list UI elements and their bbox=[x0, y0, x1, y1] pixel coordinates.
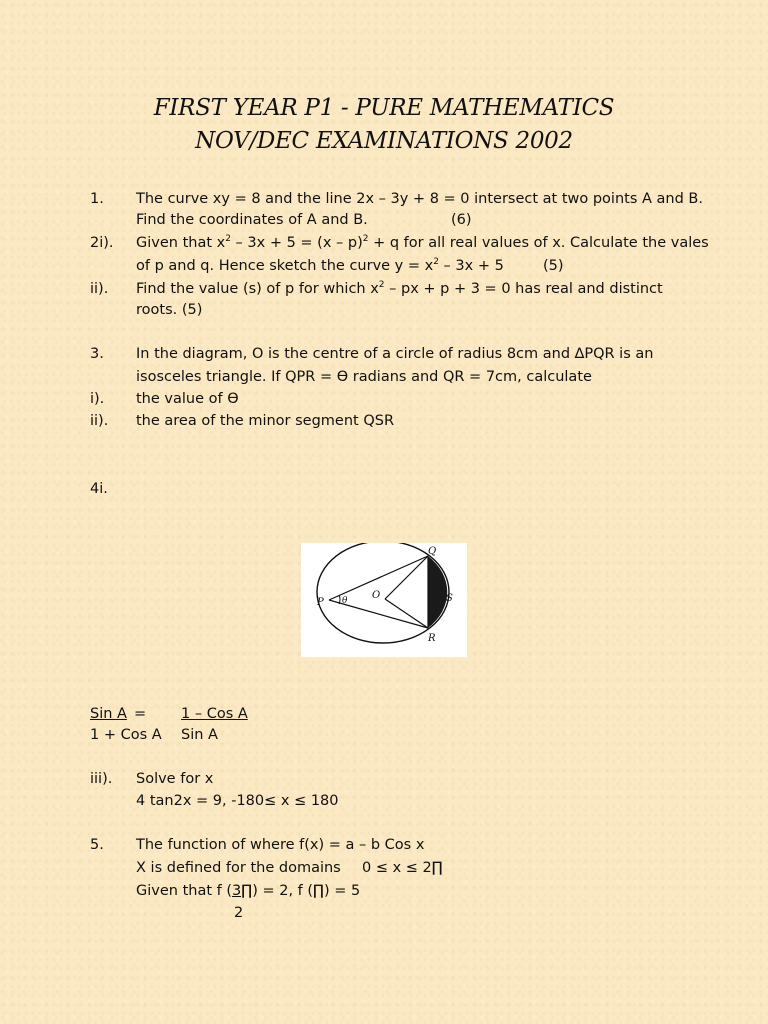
identity-equals: = bbox=[134, 706, 147, 722]
q3-number: 3. bbox=[90, 346, 104, 362]
q3-part-ii: the area of the minor segment QSR bbox=[136, 413, 395, 429]
identity-lhs-numerator: Sin A bbox=[90, 706, 127, 722]
label-Q: Q bbox=[428, 546, 437, 557]
q5-fraction-numerator: 3∏ bbox=[232, 883, 253, 899]
q2i-marks: (5) bbox=[543, 258, 564, 274]
q5-line2a: X is defined for the domains bbox=[136, 860, 341, 876]
q3-line2: isosceles triangle. If QPR = ϴ radians and QR = 7cm, calculate bbox=[136, 369, 592, 385]
q4-part-iii: Solve for x bbox=[136, 771, 214, 787]
q4-part-iii-equation: 4 tan2x = 9, -180≤ x ≤ 180 bbox=[136, 793, 339, 809]
minor-segment-shade bbox=[428, 556, 447, 628]
label-O: O bbox=[372, 590, 381, 601]
q2ii-line2: roots. (5) bbox=[136, 302, 203, 318]
label-theta: θ bbox=[342, 596, 348, 606]
identity-rhs-numerator: 1 – Cos A bbox=[181, 706, 248, 722]
label-R: R bbox=[428, 633, 436, 644]
q5-line1: The function of where f(x) = a – b Cos x bbox=[136, 837, 425, 853]
label-S: S bbox=[446, 593, 453, 604]
line-OR bbox=[385, 599, 428, 628]
identity-rhs-denominator: Sin A bbox=[181, 727, 218, 743]
q2i-line1: Given that $x^2 - 3x + 5 = (x - p)^2 + q$ for all real values of x. Calculate the vales bbox=[136, 234, 709, 251]
line-OQ bbox=[385, 556, 428, 599]
q5-fraction-denominator: 2 bbox=[234, 905, 244, 921]
circle-diagram bbox=[301, 543, 467, 657]
q1-line2: Find the coordinates of A and B. bbox=[136, 212, 368, 228]
q2i-line2: of p and q. Hence sketch the curve $y = x^2 - 3x + 5$ bbox=[136, 257, 504, 274]
label-P: P bbox=[317, 597, 324, 608]
q4-number: 4i. bbox=[90, 481, 108, 497]
angle-arc-p bbox=[339, 595, 340, 604]
q3-line1: In the diagram, O is the centre of a circle of radius 8cm and ∆PQR is an bbox=[136, 346, 654, 362]
q2ii-line1: Find the value (s) of p for which $x^2$ – px + p + 3 = 0 has real and distinct bbox=[136, 280, 663, 297]
q1-line1: The curve xy = 8 and the line 2x – 3y + 8 = 0 intersect at two points A and B. bbox=[136, 191, 703, 207]
q5-number: 5. bbox=[90, 837, 104, 853]
identity-lhs-denominator: 1 + Cos A bbox=[90, 727, 162, 743]
q2ii-number: ii). bbox=[90, 281, 109, 297]
q3-part-i-number: i). bbox=[90, 391, 105, 407]
q1-number: 1. bbox=[90, 191, 104, 207]
page-title-line2: NOV/DEC EXAMINATIONS 2002 bbox=[195, 128, 573, 154]
q1-marks: (6) bbox=[451, 212, 472, 228]
q5-line3: Given that f (3∏) = 2, f (∏) = 5 bbox=[136, 883, 361, 899]
q3-part-ii-number: ii). bbox=[90, 413, 109, 429]
q3-part-i: the value of ϴ bbox=[136, 391, 239, 407]
q5-line2b: 0 ≤ x ≤ 2∏ bbox=[362, 860, 443, 876]
q2i-number: 2i). bbox=[90, 235, 114, 251]
page-title-line1: FIRST YEAR P1 - PURE MATHEMATICS bbox=[153, 95, 615, 121]
q4-part-iii-number: iii). bbox=[90, 771, 113, 787]
